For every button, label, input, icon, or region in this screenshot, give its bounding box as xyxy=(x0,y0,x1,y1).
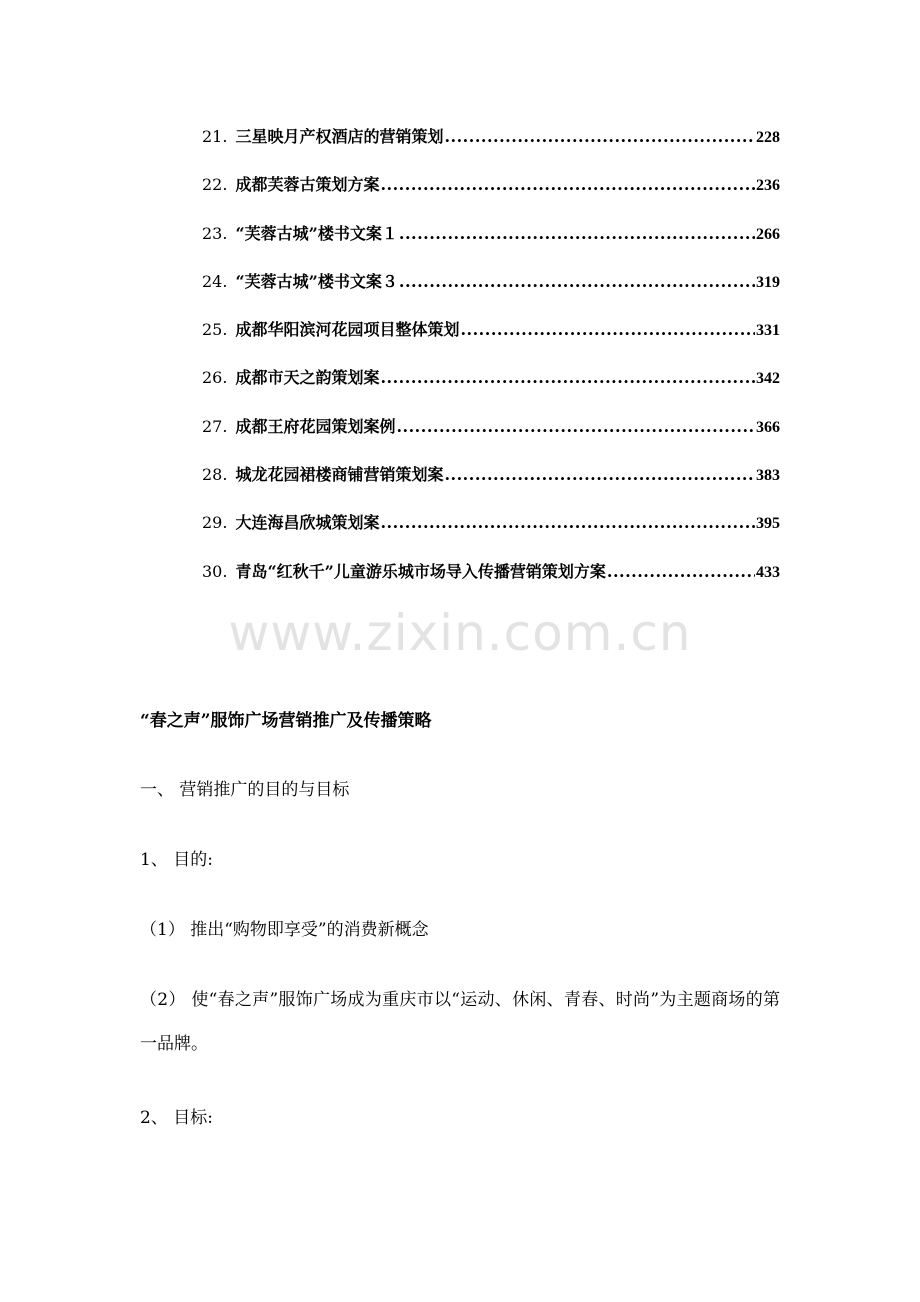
toc-leader-dots xyxy=(607,562,755,581)
toc-page-number: 266 xyxy=(756,225,780,243)
toc-number: 30. xyxy=(202,561,228,581)
toc-entry-23[interactable] xyxy=(202,221,780,269)
toc-page-number: 383 xyxy=(756,467,780,485)
subsection-heading-purpose: 1、 目的: xyxy=(140,850,213,870)
toc-entry-30[interactable] xyxy=(202,559,780,607)
document-title: “春之声”服饰广场营销推广及传播策略 xyxy=(140,711,432,731)
purpose-item-1: （1） 推出“购物即享受”的消费新概念 xyxy=(140,920,429,940)
toc-title: 青岛“红秋千”儿童游乐城市场导入传播营销策划方案 xyxy=(235,561,606,581)
toc-entry-27[interactable] xyxy=(202,414,780,462)
toc-leader-dots xyxy=(444,127,755,146)
toc-entry-22[interactable] xyxy=(202,172,780,220)
toc-title: 城龙花园裙楼商铺营销策划案 xyxy=(235,465,444,485)
toc-page-number: 331 xyxy=(756,322,780,340)
toc-number: 29. xyxy=(202,513,228,533)
toc-leader-dots xyxy=(396,417,755,436)
subsection-heading-goal: 2、 目标: xyxy=(140,1108,213,1128)
toc-entry-28[interactable] xyxy=(202,462,780,510)
toc-entry-21[interactable] xyxy=(202,124,780,172)
table-of-contents xyxy=(202,124,780,607)
toc-page-number: 236 xyxy=(756,177,780,195)
toc-leader-dots xyxy=(399,272,755,291)
toc-page-number: 433 xyxy=(756,563,780,581)
toc-page-number: 319 xyxy=(756,273,780,291)
toc-number: 21. xyxy=(202,127,228,146)
toc-title: 大连海昌欣城策划案 xyxy=(235,513,380,533)
toc-title: “芙蓉古城”楼书文案１ xyxy=(235,223,398,243)
toc-page-number: 366 xyxy=(756,418,780,436)
toc-leader-dots xyxy=(380,513,755,532)
toc-leader-dots xyxy=(444,465,755,484)
toc-title: 成都市天之韵策划案 xyxy=(235,368,380,388)
toc-leader-dots xyxy=(380,368,755,387)
toc-title: 成都王府花园策划案例 xyxy=(235,416,396,436)
toc-number: 22. xyxy=(202,175,228,195)
toc-page-number: 342 xyxy=(756,370,780,388)
toc-entry-29[interactable] xyxy=(202,510,780,558)
toc-page-number: 228 xyxy=(756,129,780,146)
toc-title: 成都芙蓉古策划方案 xyxy=(235,175,380,195)
toc-number: 23. xyxy=(202,223,228,243)
toc-number: 27. xyxy=(202,416,228,436)
toc-entry-26[interactable] xyxy=(202,365,780,413)
toc-number: 24. xyxy=(202,271,228,291)
toc-title: 成都华阳滨河花园项目整体策划 xyxy=(235,320,460,340)
section-heading-1: 一、 营销推广的目的与目标 xyxy=(140,780,350,800)
toc-leader-dots xyxy=(460,320,755,339)
toc-leader-dots xyxy=(399,224,755,243)
watermark: www.zixin.com.cn xyxy=(228,604,692,662)
toc-number: 25. xyxy=(202,320,228,340)
toc-title: “芙蓉古城”楼书文案３ xyxy=(235,271,398,291)
purpose-item-2: （2） 使“春之声”服饰广场成为重庆市以“运动、休闲、青春、时尚”为主题商场的第一品牌。 xyxy=(140,990,780,1054)
toc-entry-25[interactable] xyxy=(202,317,780,365)
toc-title: 三星映月产权酒店的营销策划 xyxy=(235,127,444,146)
toc-page-number: 395 xyxy=(756,515,780,533)
toc-number: 28. xyxy=(202,465,228,485)
toc-entry-24[interactable] xyxy=(202,269,780,317)
toc-leader-dots xyxy=(380,175,755,194)
toc-number: 26. xyxy=(202,368,228,388)
